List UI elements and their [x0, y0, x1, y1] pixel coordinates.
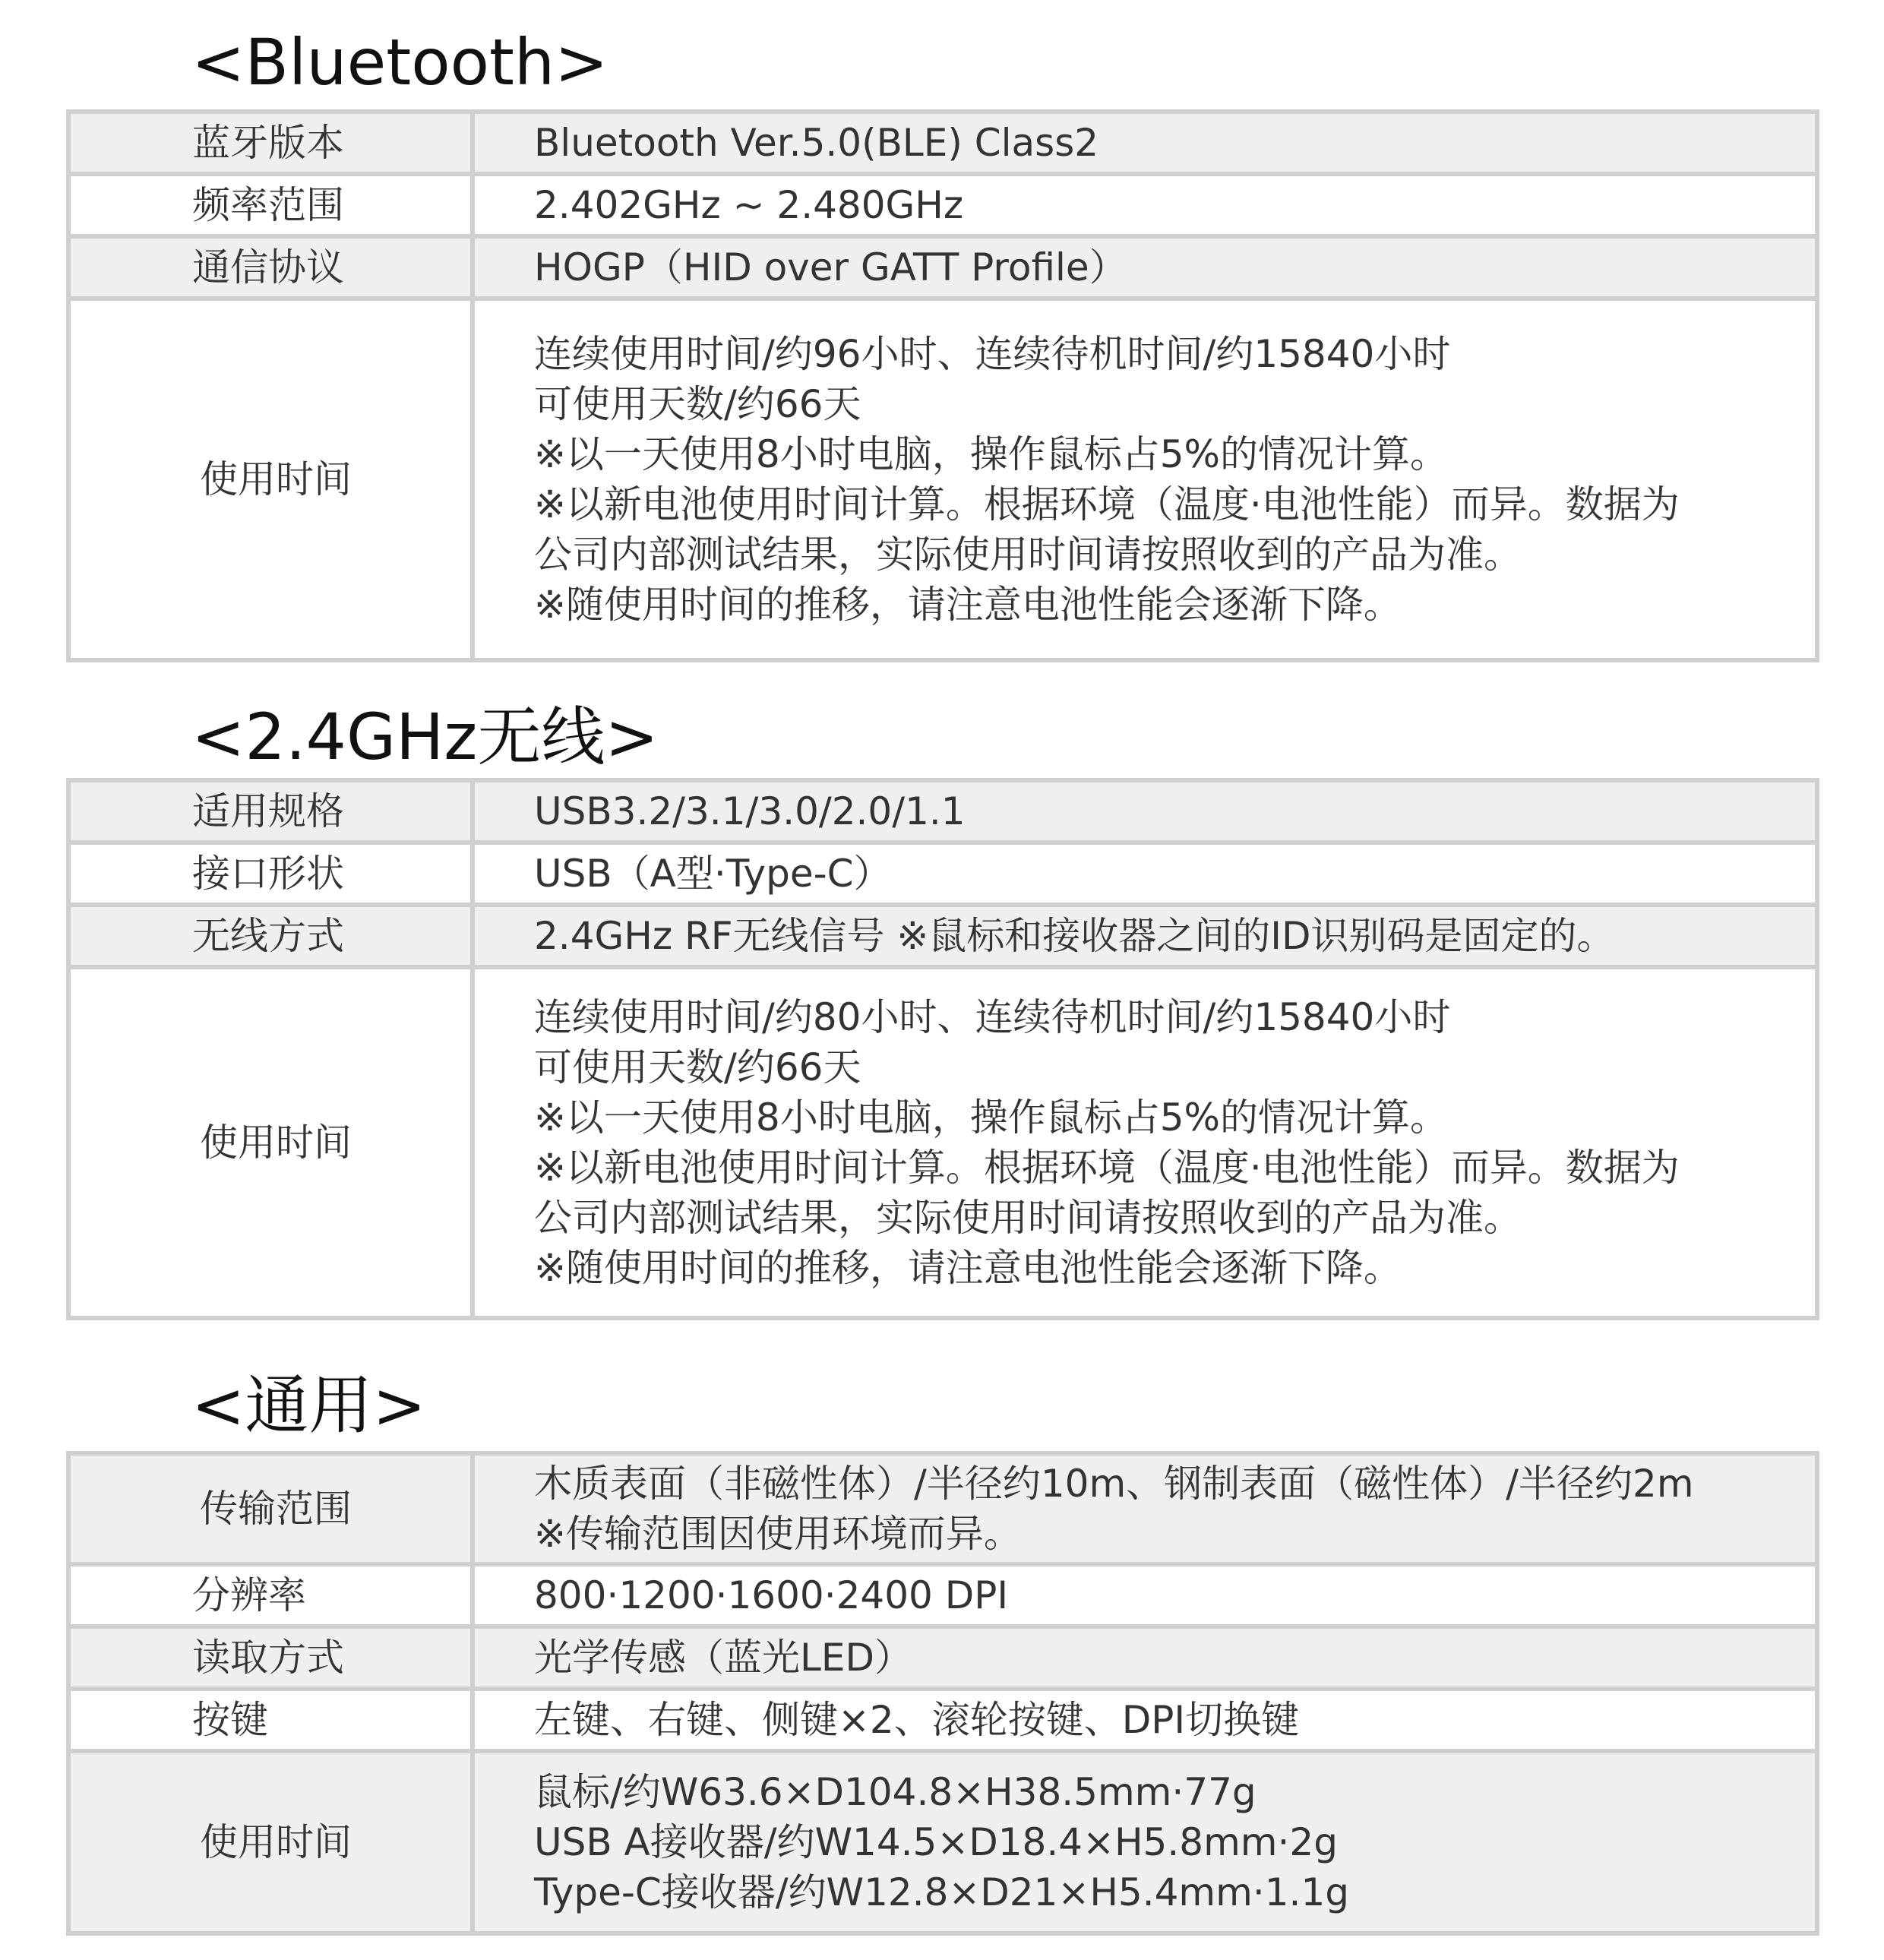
value-line: ※随使用时间的推移，请注意电池性能会逐渐下降。 [534, 1246, 1402, 1290]
row-label: 无线方式 [68, 905, 473, 967]
value-line: 木质表面（非磁性体）/半径约10m、钢制表面（磁性体）/半径约2m [534, 1462, 1694, 1506]
row-label: 使用时间 [68, 299, 473, 660]
row-label: 接口形状 [68, 842, 473, 905]
value-line: Type-C接收器/约W12.8×D21×H5.4mm·1.1g [534, 1870, 1349, 1914]
row-label: 通信协议 [68, 236, 473, 299]
table-row [68, 1453, 1817, 1564]
value-line: 公司内部测试结果，实际使用时间请按照收到的产品为准。 [534, 533, 1522, 577]
value-line: 2.4GHz RF无线信号 ※鼠标和接收器之间的ID识别码是固定的。 [534, 914, 1615, 958]
table-row [68, 236, 1817, 299]
row-label: 读取方式 [68, 1626, 473, 1689]
table-row [68, 1626, 1817, 1689]
table-row [68, 842, 1817, 905]
row-value [473, 236, 1817, 299]
table-row [68, 299, 1817, 660]
row-value [473, 1689, 1817, 1751]
row-label: 适用规格 [68, 780, 473, 842]
row-label: 传输范围 [68, 1453, 473, 1564]
row-value [473, 780, 1817, 842]
row-value [473, 1564, 1817, 1626]
table-row [68, 112, 1817, 174]
row-label: 频率范围 [68, 174, 473, 236]
table-row [68, 905, 1817, 967]
row-label: 蓝牙版本 [68, 112, 473, 174]
row-label: 按键 [68, 1689, 473, 1751]
row-value [473, 112, 1817, 174]
value-line: ※以一天使用8小时电脑，操作鼠标占5%的情况计算。 [534, 432, 1449, 476]
row-value [473, 1626, 1817, 1689]
table-row [68, 1751, 1817, 1933]
spec-table-bluetooth [66, 109, 1819, 662]
value-line: 公司内部测试结果，实际使用时间请按照收到的产品为准。 [534, 1196, 1522, 1240]
row-value [473, 842, 1817, 905]
row-value [473, 299, 1817, 660]
section-title-general: <通用> [191, 1368, 426, 1443]
value-line: USB3.2/3.1/3.0/2.0/1.1 [534, 789, 966, 833]
value-line: USB（A型·Type-C） [534, 852, 892, 896]
table-row [68, 967, 1817, 1318]
table-row [68, 174, 1817, 236]
value-line: 可使用天数/约66天 [534, 1045, 861, 1089]
row-label: 使用时间 [68, 967, 473, 1318]
value-line: 连续使用时间/约96小时、连续待机时间/约15840小时 [534, 332, 1451, 376]
value-line: HOGP（HID over GATT Profile） [534, 245, 1127, 289]
table-row [68, 780, 1817, 842]
section-title-2-4ghz: <2.4GHz无线> [191, 700, 659, 774]
value-line: 左键、右键、侧键×2、滚轮按键、DPI切换键 [534, 1698, 1300, 1742]
row-label: 使用时间 [68, 1751, 473, 1933]
row-label: 分辨率 [68, 1564, 473, 1626]
value-line: 2.402GHz ~ 2.480GHz [534, 183, 964, 227]
value-line: ※传输范围因使用环境而异。 [534, 1512, 1022, 1556]
value-line: 鼠标/约W63.6×D104.8×H38.5mm·77g [534, 1770, 1257, 1814]
value-line: Bluetooth Ver.5.0(BLE) Class2 [534, 121, 1099, 165]
value-line: 可使用天数/约66天 [534, 382, 861, 426]
value-line: ※以新电池使用时间计算。根据环境（温度·电池性能）而异。数据为 [534, 1146, 1680, 1190]
value-line: 连续使用时间/约80小时、连续待机时间/约15840小时 [534, 995, 1451, 1039]
section-title-bluetooth: <Bluetooth> [191, 25, 609, 100]
table-row [68, 1564, 1817, 1626]
spec-table-2-4ghz [66, 778, 1819, 1320]
value-line: USB A接收器/约W14.5×D18.4×H5.8mm·2g [534, 1820, 1338, 1864]
row-value [473, 1453, 1817, 1564]
spec-table-general [66, 1451, 1819, 1936]
row-value [473, 905, 1817, 967]
value-line: ※以新电池使用时间计算。根据环境（温度·电池性能）而异。数据为 [534, 482, 1680, 526]
row-value [473, 1751, 1817, 1933]
value-line: 光学传感（蓝光LED） [534, 1636, 912, 1680]
table-row [68, 1689, 1817, 1751]
row-value [473, 174, 1817, 236]
row-value [473, 967, 1817, 1318]
value-line: ※随使用时间的推移，请注意电池性能会逐渐下降。 [534, 583, 1402, 627]
value-line: 800·1200·1600·2400 DPI [534, 1573, 1009, 1617]
value-line: ※以一天使用8小时电脑，操作鼠标占5%的情况计算。 [534, 1095, 1449, 1140]
